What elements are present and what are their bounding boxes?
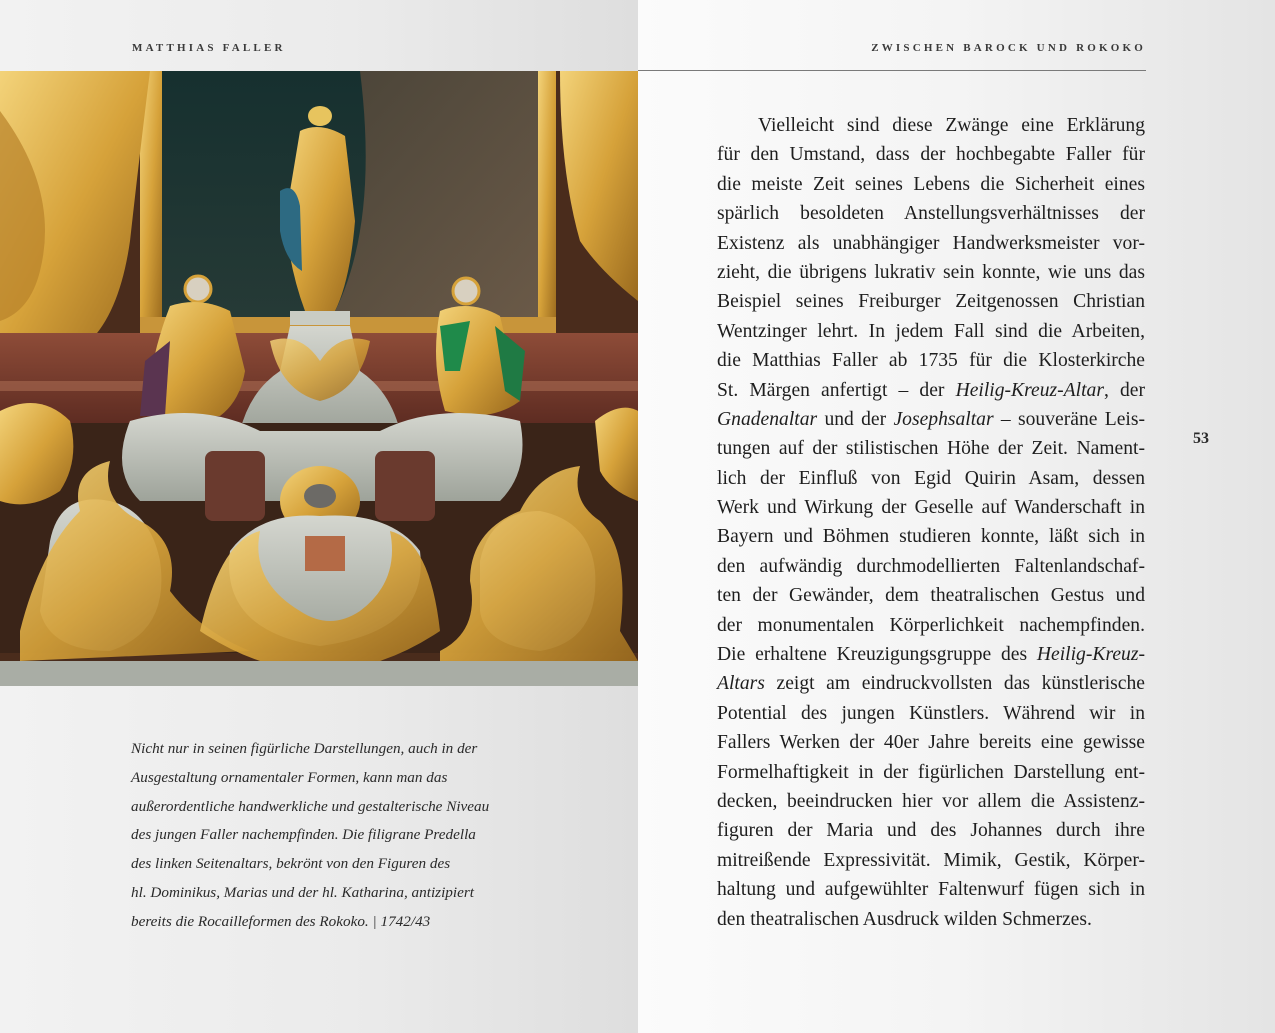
body-line [717,346,1145,375]
text-run: zeigt am eindruckvollsten das künstlerische [764,673,1145,695]
body-line [717,640,1145,669]
relic-panel-right [375,451,435,521]
text-run: ten der Gewänder, dem theatralischen Gestus und [717,585,1145,607]
text-run: und der [817,408,894,430]
madonna-pedestal [290,311,350,325]
caption-line: hl. Dominikus, Marias und der hl. Katharina, antizipiert [131,883,474,901]
text-run: decken, beeindrucken hier vor allem die Assistenz- [717,790,1145,812]
body-text [717,111,1145,934]
text-run: spärlich besoldeten Anstellungsverhältnisses der [717,203,1145,225]
body-line [717,581,1145,610]
right-page [638,0,1275,1033]
text-run: die meiste Zeit seines Lebens die Sicherheit eines [717,173,1145,195]
text-run: tungen auf der stilistischen Höhe der Zeit. Nament- [717,438,1145,460]
caption-line: bereits die Rocailleformen des Rokoko. | 1742/43 [131,912,431,930]
body-line [717,905,1145,934]
caption-line: Ausgestaltung ornamentaler Formen, kann man das [131,768,448,786]
text-run: mitreißende Expressivität. Mimik, Gestik, Körper- [717,849,1145,871]
caption-line: außerordentliche handwerkliche und gestalterische Niveau [131,797,490,815]
text-run: die Matthias Faller ab 1735 für die Klosterkirche [717,350,1145,372]
body-line [717,140,1145,169]
text-run: , der [1103,379,1145,401]
text-run: Wentzinger lehrt. In jedem Fall sind die Arbeiten, [717,320,1145,342]
text-run: für den Umstand, dass der hochbegabte Faller für [717,144,1145,166]
text-run: figuren der Maria und des Johannes durch ihre [717,820,1145,842]
frame-right [538,71,556,333]
body-line [717,376,1145,405]
body-line [717,464,1145,493]
body-line [717,405,1145,434]
body-line [717,816,1145,845]
body-line [717,170,1145,199]
body-line [717,787,1145,816]
text-run: lich der Einfluß von Egid Quirin Asam, dessen [717,467,1145,489]
body-line [717,875,1145,904]
altar-photo [0,71,638,686]
text-run: Formelhaftigkeit in der figürlichen Darstellung ent- [717,761,1145,783]
italic-title: Heilig-Kreuz- [1036,644,1145,666]
photo-caption [131,735,531,937]
running-head-chapter: ZWISCHEN BAROCK UND ROKOKO [871,42,1146,54]
cartouche-center-painting [305,536,345,571]
body-line [717,611,1145,640]
text-run: Bayern und Böhmen studieren konnte, läßt sich in [717,526,1145,548]
caption-line: des linken Seitenaltars, bekrönt von den Figuren des [131,855,451,873]
body-line [717,728,1145,757]
body-line [717,846,1145,875]
italic-title: Gnadenaltar [717,408,818,430]
body-line [717,258,1145,287]
text-run: der monumentalen Körperlichkeit nachempfinden. [717,614,1145,636]
page-number: 53 [1193,430,1209,447]
text-run: Potential des jungen Künstlers. Während wir in [717,702,1145,724]
saint-katharina-head [453,278,479,304]
italic-title: Altars [717,673,765,695]
text-run: Die erhaltene Kreuzigungsgruppe des [717,644,1037,666]
caption-line: des jungen Faller nachempfinden. Die filigrane Predella [131,826,476,844]
body-line [717,758,1145,787]
text-run: den aufwändig durchmodellierten Faltenlandschaf- [717,555,1145,577]
text-run: Fallers Werken der 40er Jahre bereits eine gewisse [717,732,1145,754]
italic-title: Josephsaltar [893,408,994,430]
text-run: zieht, die übrigens lukrativ sein konnte, wie uns das [717,261,1145,283]
body-line [717,317,1145,346]
header-rule [638,70,1146,71]
central-medallion [304,484,336,508]
body-line [717,699,1145,728]
body-line [717,199,1145,228]
running-head-author: MATTHIAS FALLER [132,42,286,54]
text-run: Existenz als unabhängiger Handwerksmeister vor- [717,232,1145,254]
body-line [717,669,1145,698]
altar-photo-illustration [0,71,638,686]
text-run: St. Märgen anfertigt – der [717,379,956,401]
body-line [717,287,1145,316]
caption-line: Nicht nur in seinen figürliche Darstellungen, auch in der [131,740,478,757]
body-line [717,552,1145,581]
body-line [717,111,1145,140]
saint-dominikus-head [185,276,211,302]
italic-title: Heilig-Kreuz-Altar [955,379,1104,401]
text-run: haltung und aufgewühlter Faltenwurf fügen sich in [717,879,1145,901]
text-run: Werk und Wirkung der Geselle auf Wanderschaft in [717,497,1145,519]
altar-base-molding [0,661,638,686]
text-run: den theatralischen Ausdruck wilden Schmerzes. [717,908,1092,930]
body-line [717,493,1145,522]
text-run: Beispiel seines Freiburger Zeitgenossen Christian [717,291,1145,313]
body-line [717,522,1145,551]
text-run: Vielleicht sind diese Zwänge eine Erklärung [758,115,1145,136]
madonna-crown [308,106,332,126]
body-line [717,434,1145,463]
text-run: – souveräne Leis- [993,408,1145,430]
relic-panel-left [205,451,265,521]
body-line [717,229,1145,258]
